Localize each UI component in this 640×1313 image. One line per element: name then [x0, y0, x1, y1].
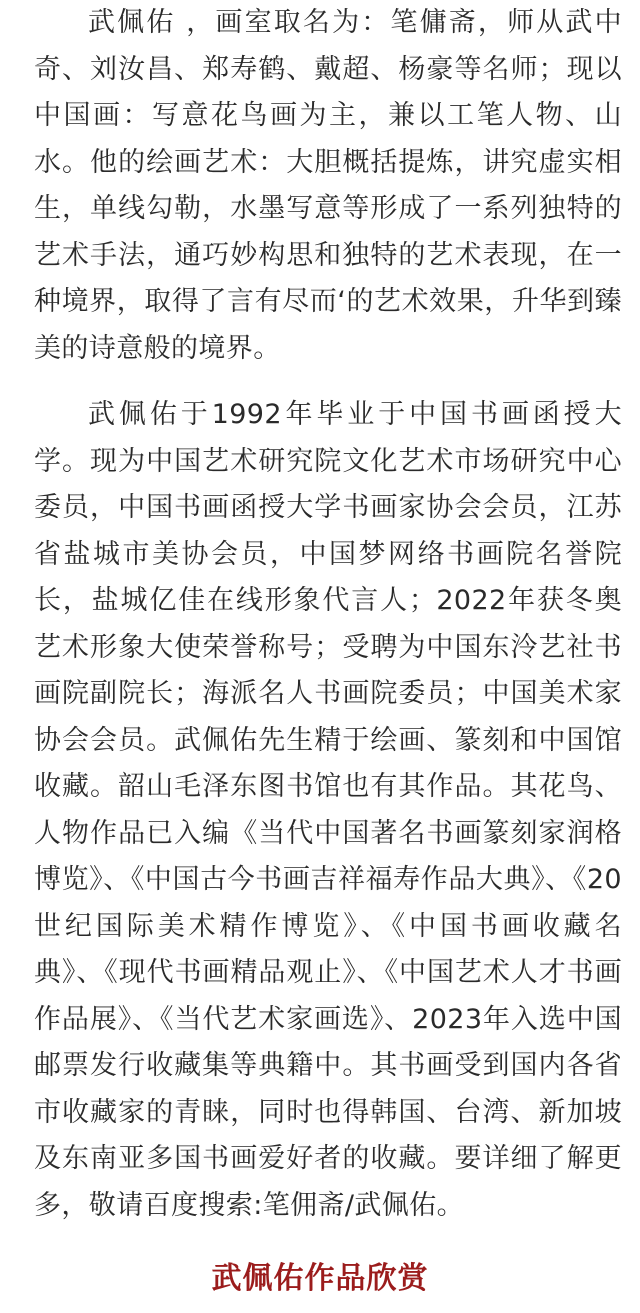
artwork-section-heading: 武佩佑作品欣赏: [211, 1261, 429, 1296]
bio-paragraph-credentials: 武佩佑于1992年毕业于中国书画函授大学。现为中国艺术研究院文化艺术市场研究中心委员，中国书画函授大学书画家协会会员，江苏省盐城市美协会员，中国梦网络书画院名誉院长，盐城亿佳在线形象代言人；2022年获冬奥艺术形象大使荣誉称号；受聘为中国东泠艺社书画院副院长；海派名人书画院委员；中国美术家协会会员。武佩佑先生精于绘画、篆刻和中国馆收藏。韶山毛泽东图书馆也有其作品。其花鸟、人物作品已入编《当代中国著名书画篆刻家润格博览》、《中国古今书画吉祥福寿作品大典》、《20世纪国际美术精作博览》、《中国书画收藏名典》、《现代书画精品观止》、《中国艺术人才书画作品展》、《当代艺术家画选》、2023年入选中国邮票发行收藏集等典籍中。其书画受到国内各省市收藏家的青睐，同时也得韩国、台湾、新加坡及东南亚多国书画爱好者的收藏。要详细了解更多，敬请百度搜索:笔佣斋/武佩佑。: [34, 399, 622, 1221]
bio-paragraph-intro: 武佩佑 ，画室取名为：笔傭斋，师从武中奇、刘汝昌、郑寿鹤、戴超、杨豪等名师；现以中国画：写意花鸟画为主，兼以工笔人物、山水。他的绘画艺术：大胆概括提炼，讲究虚实相生，单线勾勒，水墨写意等形成了一系列独特的艺术手法，通巧妙构思和独特的艺术表现，在一种境界，取得了言有尽而‘的艺术效果，升华到臻美的诗意般的境界。: [34, 7, 622, 364]
